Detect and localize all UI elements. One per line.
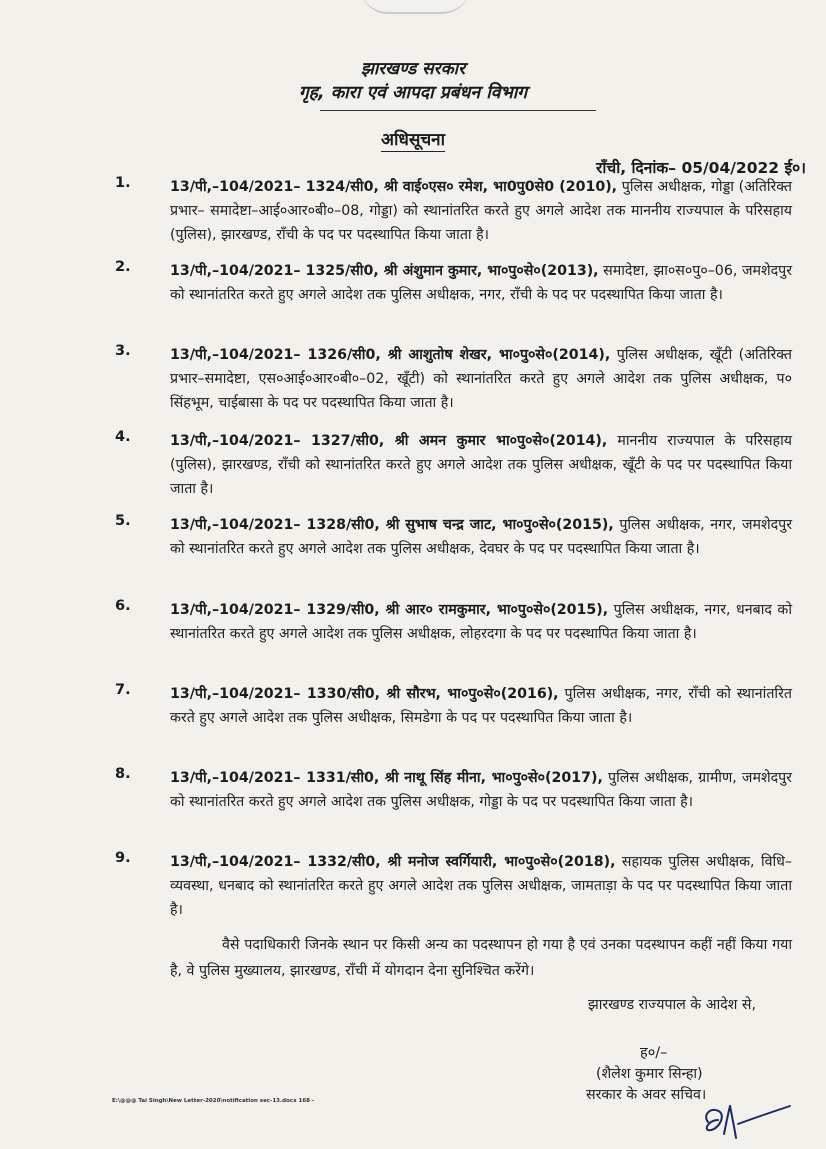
item-number: 8. xyxy=(115,766,131,782)
header-department: गृह, कारा एवं आपदा प्रबंधन विभाग xyxy=(298,83,528,103)
item-body: पुलिस अधीक्षक, नगर, राँची को स्थानांतरित करते हुए अगले आदेश तक पुलिस अधीक्षक, सिमडेगा के पद पर पदस्थापित किया जाता है। xyxy=(170,686,792,727)
closing-paragraph: वैसे पदाधिकारी जिनके स्थान पर किसी अन्य का पदस्थापन हो गया है एवं उनका पदस्थापन कहीं नहीं किया गया है, वे पुलिस मुख्यालय, झारखण्ड, राँची में योगदान देना सुनिश्चित करेंगे। xyxy=(170,937,792,979)
header-divider xyxy=(320,110,596,111)
item-number: 3. xyxy=(115,343,131,359)
item-text xyxy=(170,175,792,248)
item-reference: 13/पी,–104/2021– 1324/सी0, श्री वाई०एस० रमेश, भा0पु0से0 (2010), xyxy=(170,179,618,195)
item-reference: 13/पी,–104/2021– 1326/सी0, श्री आशुतोष शेखर, भा०पु०से०(2014), xyxy=(170,347,611,363)
signing-authority: झारखण्ड राज्यपाल के आदेश से, xyxy=(587,997,756,1013)
signed-mark: ह०/– xyxy=(640,1045,668,1061)
item-body: पुलिस अधीक्षक, नगर, धनबाद को स्थानांतरित करते हुए अगले आदेश तक पुलिस अधीक्षक, लोहरदगा के पद पर पदस्थापित किया जाता है। xyxy=(170,602,793,643)
item-text xyxy=(170,343,792,416)
signer-name: (शैलेश कुमार सिन्हा) xyxy=(596,1066,703,1082)
seal-stamp xyxy=(360,0,470,14)
item-reference: 13/पी,–104/2021– 1329/सी0, श्री आर० रामकुमार, भा०पु०से०(2015), xyxy=(170,602,609,618)
item-text xyxy=(170,682,792,730)
item-number: 5. xyxy=(115,513,131,529)
item-text xyxy=(170,598,792,646)
dateline: राँची, दिनांक– 05/04/2022 ई०। xyxy=(596,159,806,177)
file-path-footer: E:\@@@ Tai Singh\New Letter-2020\notification sec-13.docx 168 - xyxy=(112,1098,315,1104)
item-reference: 13/पी,–104/2021– 1331/सी0, श्री नाथू सिंह मीना, भा०पु०से०(2017), xyxy=(170,770,603,786)
item-reference: 13/पी,–104/2021– 1328/सी0, श्री सुभाष चन्द्र जाट, भा०पु०से०(2015), xyxy=(170,517,614,533)
item-text xyxy=(170,850,792,923)
item-body: सहायक पुलिस अधीक्षक, विधि–व्यवस्था, धनबाद को स्थानांतरित करते हुए अगले आदेश तक पुलिस अधीक्षक, जामताड़ा के पद पर पदस्थापित किया जाता है। xyxy=(170,854,793,919)
item-body: पुलिस अधीक्षक, ग्रामीण, जमशेदपुर को स्थानांतरित करते हुए अगले आदेश तक पुलिस अधीक्षक, गोड्डा के पद पर पदस्थापित किया जाता है। xyxy=(170,770,792,811)
item-number: 4. xyxy=(115,429,131,445)
item-reference: 13/पी,–104/2021– 1327/सी0, श्री अमन कुमार भा०पु०से०(2014), xyxy=(170,433,608,449)
item-number: 2. xyxy=(115,259,131,275)
item-body: पुलिस अधीक्षक, नगर, जमशेदपुर को स्थानांतरित करते हुए अगले आदेश तक पुलिस अधीक्षक, देवघर के पद पर पदस्थापित किया जाता है। xyxy=(170,517,792,558)
item-body: माननीय राज्यपाल के परिसहाय (पुलिस), झारखण्ड, राँची को स्थानांतरित करते हुए अगले आदेश तक पुलिस अधीक्षक, खूँटी के पद पर पदस्थापित किया जाता है। xyxy=(170,433,792,498)
item-text xyxy=(170,513,792,561)
item-reference: 13/पी,–104/2021– 1330/सी0, श्री सौरभ, भा०पु०से०(2016), xyxy=(170,686,559,702)
handwritten-signature xyxy=(694,1094,794,1144)
item-reference: 13/पी,–104/2021– 1325/सी0, श्री अंशुमान कुमार, भा०पु०से०(2013), xyxy=(170,263,599,279)
item-text xyxy=(170,259,792,307)
item-body: समादेष्टा, झा०स०पु०–06, जमशेदपुर को स्थानांतरित करते हुए अगले आदेश तक पुलिस अधीक्षक, नगर, राँची के पद पर पदस्थापित किया जाता है। xyxy=(170,263,792,304)
signer-designation: सरकार के अवर सचिव। xyxy=(586,1087,707,1103)
item-text xyxy=(170,429,792,502)
item-number: 6. xyxy=(115,598,131,614)
item-number: 1. xyxy=(115,175,131,191)
item-number: 9. xyxy=(115,850,131,866)
item-text xyxy=(170,766,792,814)
item-number: 7. xyxy=(115,682,131,698)
header-govt: झारखण्ड सरकार xyxy=(360,59,466,79)
item-body: पुलिस अधीक्षक, खूँटी (अतिरिक्त प्रभार–समादेष्टा, एस०आई०आर०बी०–02, खूँटी) को स्थानांतरित करते हुए अगले आदेश तक पुलिस अधीक्षक, प० सिंहभूम, चाईबासा के पद पर पदस्थापित किया जाता है। xyxy=(170,347,792,412)
item-reference: 13/पी,–104/2021– 1332/सी0, श्री मनोज स्वर्गियारी, भा०पु०से०(2018), xyxy=(170,854,616,870)
item-body: पुलिस अधीक्षक, गोड्डा (अतिरिक्त प्रभार– समादेष्टा–आई०आर०बी०–08, गोड्डा) को स्थानांतरित करते हुए अगले आदेश तक माननीय राज्यपाल के परिसहाय (पुलिस), झारखण्ड, राँची के पद पर पदस्थापित किया जाता है। xyxy=(170,179,792,244)
notice-title: अधिसूचना xyxy=(381,130,445,150)
